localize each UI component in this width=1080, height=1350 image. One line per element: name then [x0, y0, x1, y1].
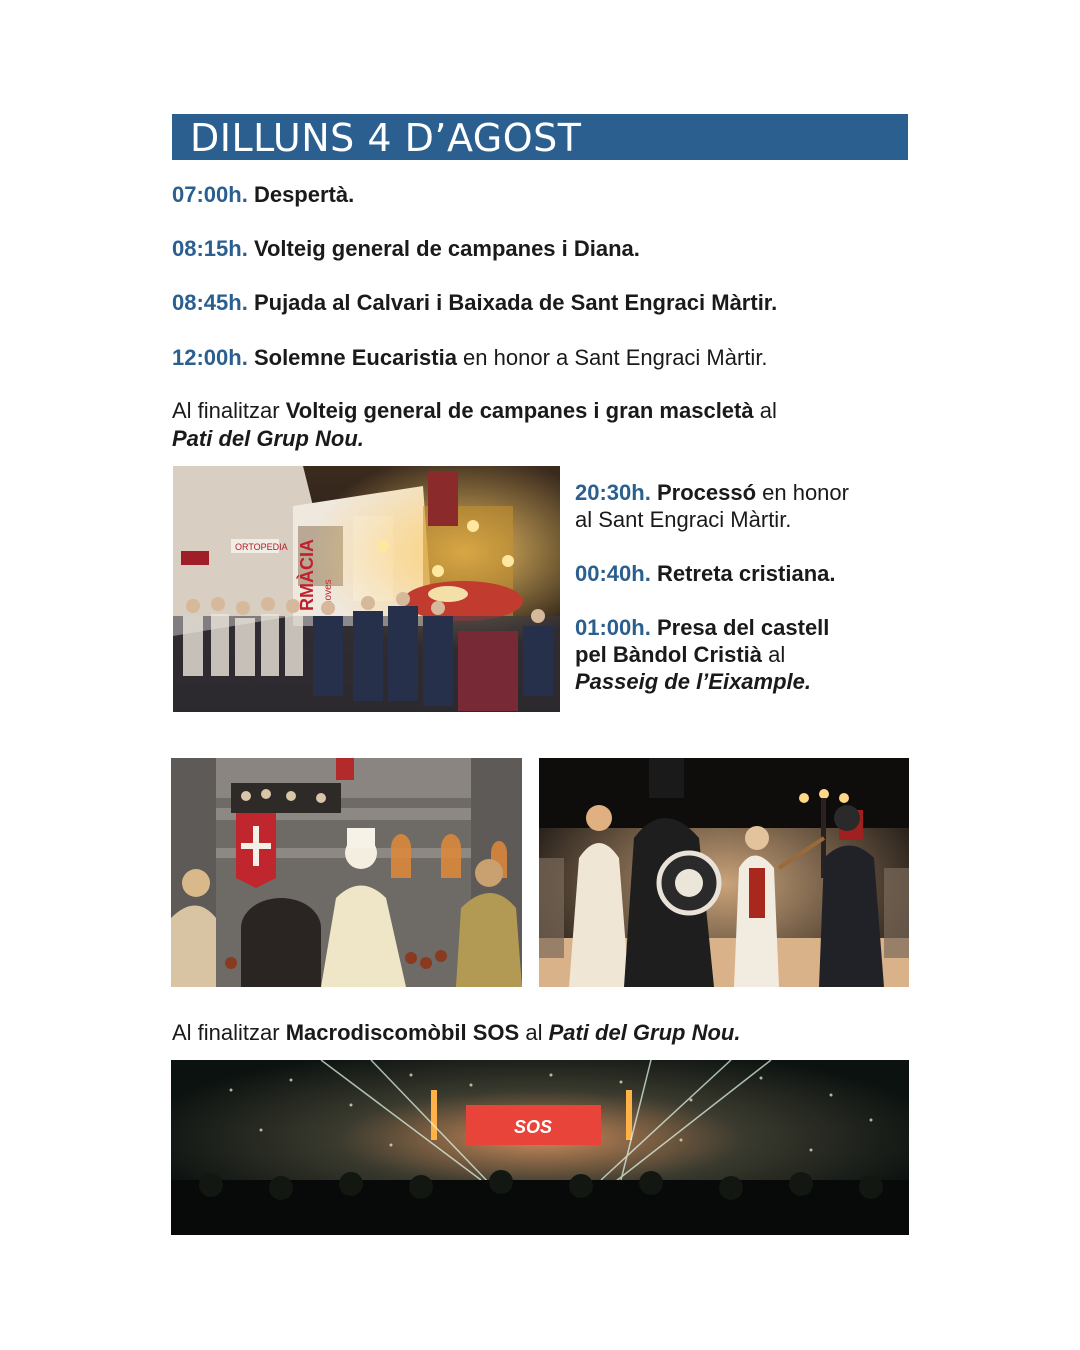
evening-item [575, 560, 835, 588]
evening-detail-2: al Sant Engraci Màrtir. [575, 507, 792, 532]
schedule-item [172, 181, 354, 209]
finish-place-text: Pati del Grup Nou. [172, 426, 364, 451]
finish2-event: Macrodiscomòbil SOS [285, 1020, 520, 1045]
procession-photo [173, 466, 560, 712]
evening-item-cont [575, 668, 811, 696]
finish2-mid: al [519, 1020, 549, 1045]
finish-note [172, 397, 777, 425]
finish-place [172, 425, 364, 453]
schedule-time: 12:00h. [172, 345, 248, 370]
schedule-time: 08:45h. [172, 290, 248, 315]
evening-item-cont [575, 506, 791, 534]
screen-logo: SOS [513, 1117, 553, 1137]
concert-photo [171, 1060, 909, 1235]
evening-time: 01:00h. [575, 615, 651, 640]
castle-photo [171, 758, 522, 987]
evening-event: Processó [656, 480, 757, 505]
evening-detail-2: al [762, 642, 786, 667]
battle-photo [539, 758, 909, 987]
evening-event: Retreta cristiana. [656, 561, 836, 586]
evening-item [575, 614, 829, 642]
schedule-item [172, 344, 768, 372]
evening-item [575, 479, 849, 507]
schedule-event: Solemne Eucaristia [253, 345, 457, 370]
day-title: DILLUNS 4 D’AGOST [190, 116, 582, 160]
evening-event-2: pel Bàndol Cristià [575, 642, 763, 667]
evening-event: Presa del castell [656, 615, 830, 640]
schedule-item [172, 235, 640, 263]
evening-item-cont [575, 641, 785, 669]
finish2-place: Pati del Grup Nou. [548, 1020, 741, 1045]
schedule-event: Volteig general de campanes i Diana. [253, 236, 640, 261]
schedule-time: 07:00h. [172, 182, 248, 207]
evening-place: Passeig de l’Eixample. [575, 669, 812, 694]
schedule-event: Pujada al Calvari i Baixada de Sant Engraci Màrtir. [253, 290, 778, 315]
schedule-detail: en honor a Sant Engraci Màrtir. [456, 345, 768, 370]
day-header [172, 114, 908, 160]
finish-event: Volteig general de campanes i gran mascletà [285, 398, 754, 423]
evening-time: 20:30h. [575, 480, 651, 505]
finish2-prefix: Al finalitzar [172, 1020, 286, 1045]
schedule-item [172, 289, 777, 317]
finish-note-2 [172, 1019, 740, 1047]
evening-detail: en honor [756, 480, 849, 505]
finish-suffix: al [753, 398, 777, 423]
finish-prefix: Al finalitzar [172, 398, 286, 423]
schedule-time: 08:15h. [172, 236, 248, 261]
schedule-event: Despertà. [253, 182, 355, 207]
evening-time: 00:40h. [575, 561, 651, 586]
